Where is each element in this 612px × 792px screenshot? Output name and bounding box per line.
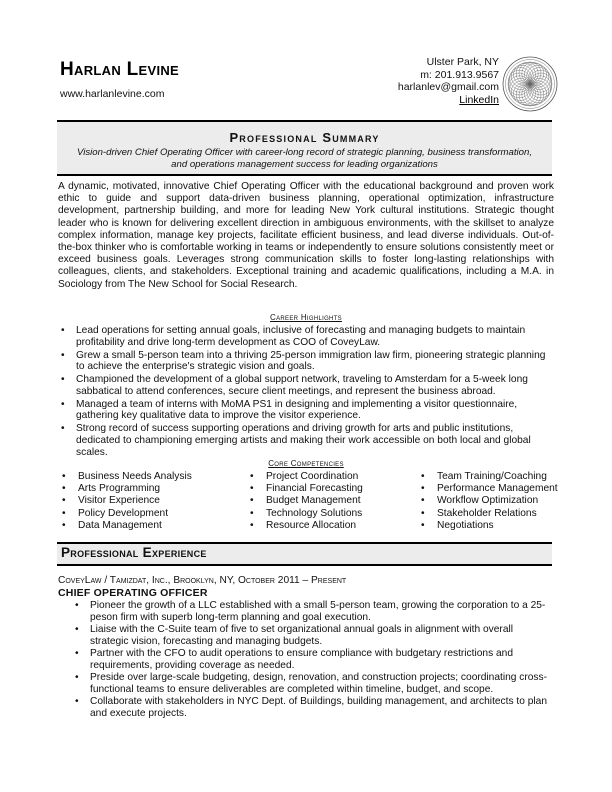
spirograph-logo-icon [502,56,558,112]
job-duties-list [73,600,551,720]
list-item: • Technology Solutions [248,508,363,520]
list-item: • Negotiations [419,520,558,532]
list-item: • Grew a small 5-person team into a thriving 25-person immigration law firm, pioneering strategic planning to achieve the enterprise's strategic vision and goals. [58,350,554,373]
list-item: • Arts Programming [60,483,192,495]
competencies-column-1 [60,471,192,532]
list-item: • Collaborate with stakeholders in NYC Dept. of Buildings, building management, and architects to plan and execute projects. [73,696,551,719]
list-item: • Managed a team of interns with MoMA PS1 in designing and implementing a visitor questionnaire, gathering key qualitative data to improve the visitor experience. [58,399,554,422]
list-item: • Financial Forecasting [248,483,363,495]
contact-email[interactable]: harlanlev@gmail.com [397,81,499,93]
list-item: • Workflow Optimization [419,495,558,507]
list-item: • Strong record of success supporting operations and driving growth for arts and public institutions, dedicated to championing emerging artists and making their work accessible on both local and global scales. [58,423,554,458]
list-item: • Business Needs Analysis [60,471,192,483]
list-item: • Policy Development [60,508,192,520]
competencies-column-3 [419,471,558,532]
job-employer-line: CoveyLaw / Tamizdat, Inc., Brooklyn, NY, October 2011 – Present [58,575,347,586]
list-item: • Performance Management [419,483,558,495]
summary-subtitle: Vision-driven Chief Operating Officer with career-long record of strategic planning, business transformation, and operations management success for leading organizations [76,147,533,170]
summary-title: Professional Summary [229,130,380,145]
list-item: • Visitor Experience [60,495,192,507]
contact-location: Ulster Park, NY [426,56,499,68]
list-item: • Liaise with the C-Suite team of five to set organizational annual goals in alignment with overall strategic vision, forecasting and managing budgets. [73,624,551,647]
list-item: • Team Training/Coaching [419,471,558,483]
contact-phone: m: 201.913.9567 [420,68,499,81]
linkedin-link[interactable]: LinkedIn [459,93,499,106]
experience-title: Professional Experience [61,545,207,560]
experience-banner [57,542,552,566]
list-item: • Project Coordination [248,471,363,483]
list-item: • Resource Allocation [248,520,363,532]
list-item: • Partner with the CFO to audit operations to ensure compliance with budgetary restrictions and requirements, providing coverage as needed. [73,648,551,671]
list-item: • Pioneer the growth of a LLC established with a small 5-person team, growing the corporation to a 25-peson firm with superb long-term planning and goal execution. [73,600,551,623]
job-title: CHIEF OPERATING OFFICER [58,587,208,599]
list-item: • Stakeholder Relations [419,508,558,520]
list-item: • Budget Management [248,495,363,507]
summary-paragraph: A dynamic, motivated, innovative Chief Operating Officer with the educational background and proven work ethic to guide and support data-driven business planning, operational optimization, infrastructure development, partnership building, and more for leading New York cultural institutions. Strategic thought leader who is known for delivering excellent direction in ambiguous environments, with the skillset to analyze complex information, manage key projects, facilitate efficient business, and lead diverse individuals. Out-of-the-box thinker who is comfortable working in teams or independently to ensure solutions consistently meet or exceed business goals. Leverages strong communication skills to foster long-lasting relationships with colleagues, clients, and stakeholders. Exceptional training and academic qualifications, including a M.A. in Sociology from The New School for Social Research. [58,181,554,290]
contact-block [398,56,499,106]
website-link[interactable]: www.harlanlevine.com [60,88,165,100]
career-highlights-list [58,325,554,460]
core-competencies-heading: Core Competencies [268,459,344,468]
list-item: • Championed the development of a global support network, traveling to Amsterdam for a 5-week long sabbatical to attend conferences, secure client meetings, and represent the business abroad. [58,374,554,397]
summary-banner [57,120,552,176]
candidate-name: Harlan Levine [60,59,180,80]
list-item: • Preside over large-scale budgeting, design, renovation, and construction projects; coordinating cross-functional teams to ensure deliverables are completed within timeline, budget, and scope. [73,672,551,695]
list-item: • Lead operations for setting annual goals, inclusive of forecasting and managing budgets to maintain profitability and drive long-term development as COO of CoveyLaw. [58,325,554,348]
list-item: • Data Management [60,520,192,532]
competencies-column-2 [248,471,363,532]
career-highlights-heading: Career Highlights [270,313,342,322]
